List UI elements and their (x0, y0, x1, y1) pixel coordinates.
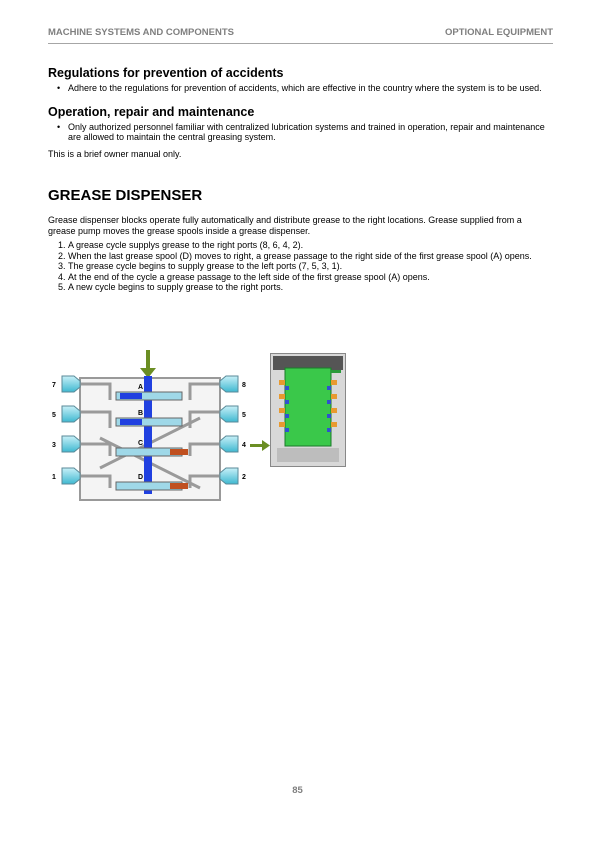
step-list (48, 240, 548, 293)
spool-label: B (138, 410, 144, 417)
port-nozzle-left (62, 468, 80, 484)
pointer-arrow (262, 440, 270, 451)
spool-d (116, 482, 188, 490)
step-item: 5. A new cycle begins to supply grease to the right ports. (68, 282, 548, 293)
intro-paragraph: Grease dispenser blocks operate fully automatically and distribute grease to the right locations. Grease supplied from a grease pump moves the grease spools inside a grease dispenser. (48, 215, 522, 236)
port-nozzle-right (220, 436, 238, 452)
step-item: 1. A grease cycle supplys grease to the right ports (8, 6, 4, 2). (68, 240, 548, 251)
step-item: 4. At the end of the cycle a grease passage to the left side of the first grease spool (A) opens. (68, 272, 548, 283)
brief-manual-note: This is a brief owner manual only. (48, 148, 182, 159)
spool-c (116, 448, 188, 456)
port-nozzle-left (62, 436, 80, 452)
page-header (48, 27, 553, 38)
spool-label: C (138, 440, 144, 447)
inlet-arrow-shaft (146, 350, 150, 370)
port-nozzle-right (220, 468, 238, 484)
bullet-list (48, 83, 548, 94)
accident-regulations-section (48, 66, 548, 94)
header-chapter-title: OPTIONAL EQUIPMENT (444, 27, 553, 38)
port-number: 5 (52, 412, 56, 419)
page-content (48, 66, 548, 293)
spool-label: D (138, 474, 144, 481)
section-heading: Operation, repair and maintenance (48, 104, 255, 119)
page-number: 85 (292, 785, 303, 796)
port-number: 4 (242, 442, 246, 449)
section-heading: Regulations for prevention of accidents (48, 66, 284, 80)
header-section-title: MACHINE SYSTEMS AND COMPONENTS (48, 27, 234, 38)
grease-dispenser-section (48, 187, 548, 293)
header-divider (48, 43, 553, 44)
section-title: GREASE DISPENSER (48, 187, 203, 204)
spool-a (116, 392, 182, 400)
step-item: 3. The grease cycle begins to supply grease to the left ports (7, 5, 3, 1). (68, 261, 548, 272)
bullet-item: • Adhere to the regulations for prevention of accidents, which are effective in the country where the system is to be used. (57, 83, 548, 94)
port-number: 8 (242, 382, 246, 389)
port-nozzle-left (62, 406, 80, 422)
spool-b (116, 418, 182, 426)
bullet-list (48, 122, 548, 143)
maintenance-section (48, 105, 548, 143)
port-number: 5 (242, 412, 246, 419)
port-number: 3 (52, 442, 56, 449)
step-item: 2. When the last grease spool (D) moves to right, a grease passage to the right side of the first grease spool (A) opens. (68, 251, 548, 262)
port-number: 2 (242, 474, 246, 481)
port-nozzle-left (62, 376, 80, 392)
port-number: 1 (52, 474, 56, 481)
port-nozzle-right (220, 406, 238, 422)
bullet-item: • Only authorized personnel familiar with centralized lubrication systems and trained in operation, repair and maintenance are allowed to maintain the central greasing system. (57, 122, 548, 143)
port-number: 7 (52, 382, 56, 389)
port-nozzle-right (220, 376, 238, 392)
spool-label: A (138, 384, 144, 391)
grease-distributor-photo (270, 353, 346, 467)
